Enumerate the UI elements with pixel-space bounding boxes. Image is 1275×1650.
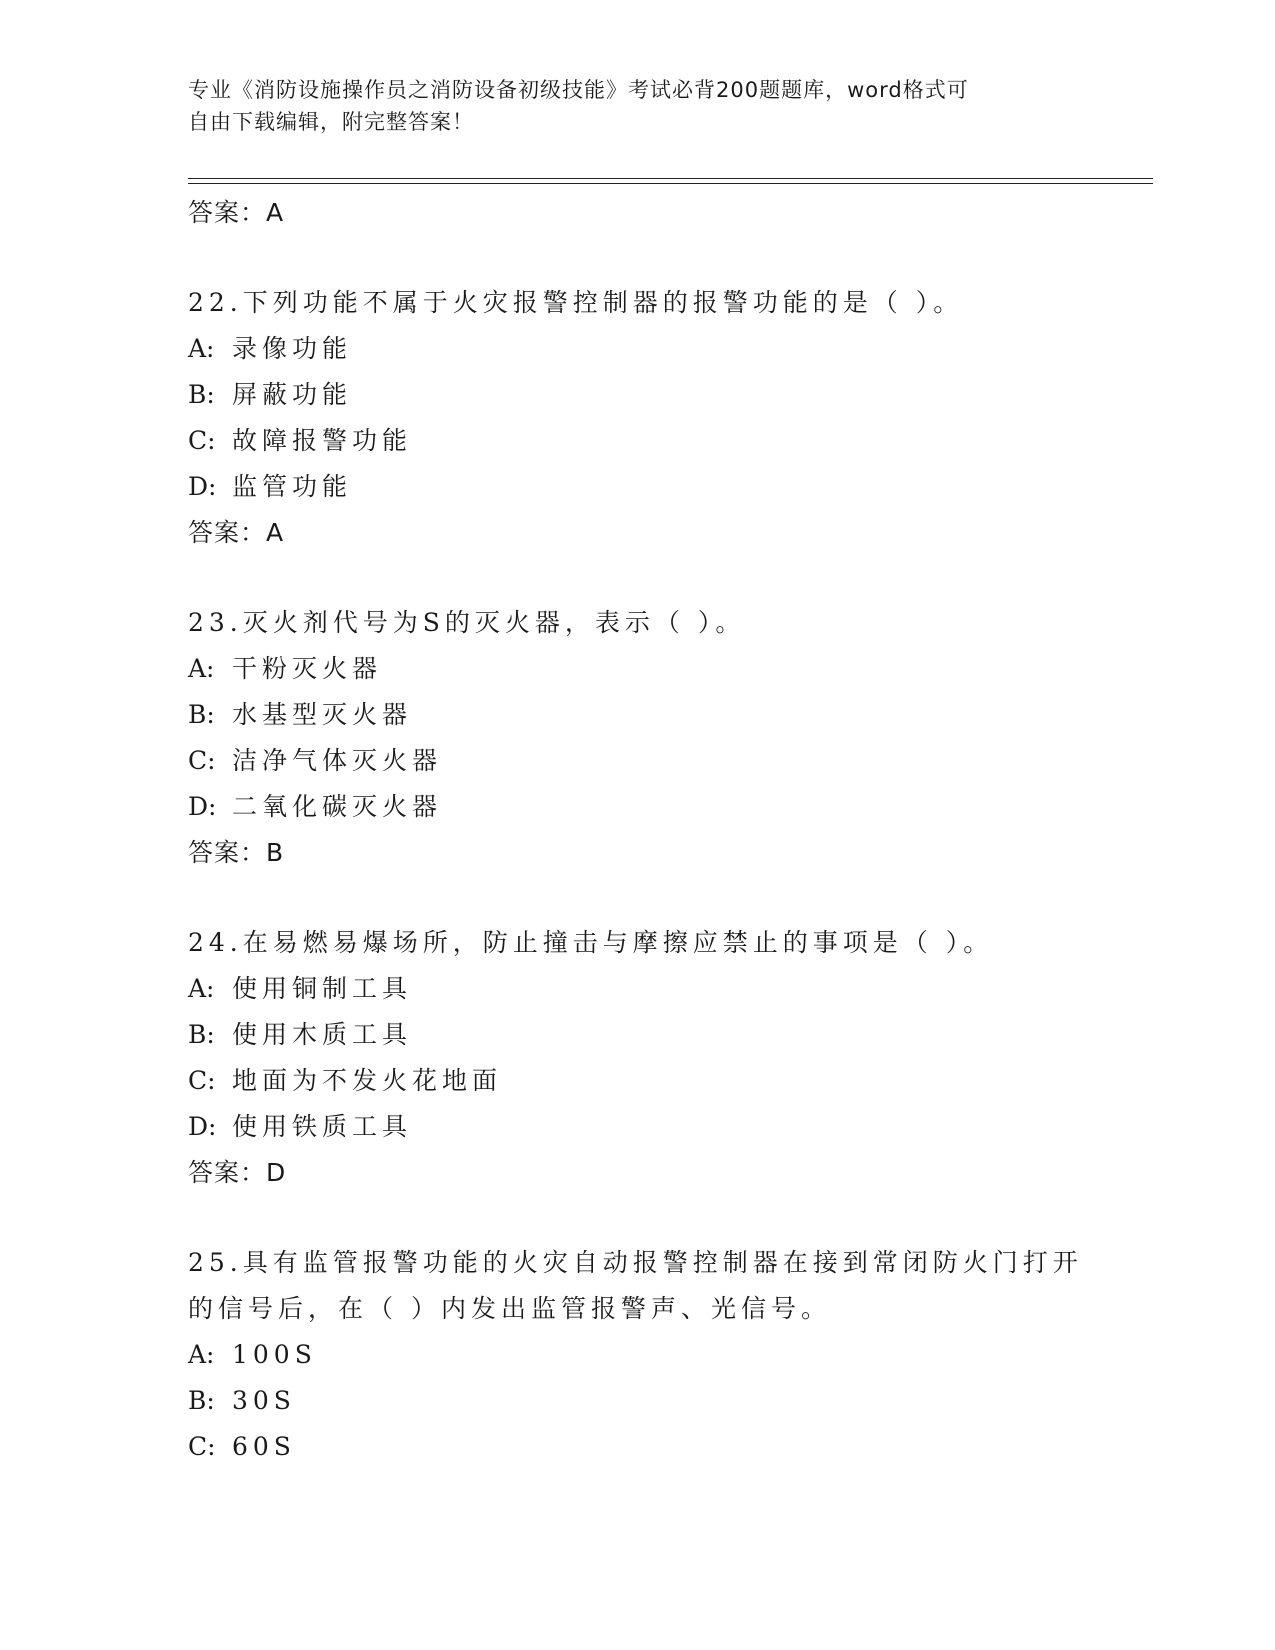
option-letter: B: <box>188 1020 215 1049</box>
option-letter: D: <box>188 472 217 501</box>
option-text: 使用铁质工具 <box>232 1112 413 1141</box>
option-c <box>188 1058 1153 1104</box>
previous-answer: 答案：A <box>188 198 285 227</box>
option-text: 录像功能 <box>232 334 353 363</box>
option-letter: A: <box>188 334 215 363</box>
question-list <box>188 190 1153 1470</box>
option-letter: A: <box>188 654 215 683</box>
option-c <box>188 738 1153 784</box>
header-title-line-1: 专业《消防设施操作员之消防设备初级技能》考试必背200题题库，word格式可 <box>188 78 969 102</box>
option-letter: C: <box>188 1432 216 1461</box>
question-text: 23.灭火剂代号为S的灭火器，表示（ ）。 <box>188 608 746 637</box>
option-text: 干粉灭火器 <box>232 654 383 683</box>
option-text: 二氧化碳灭火器 <box>232 792 443 821</box>
option-letter: B: <box>188 700 215 729</box>
option-c <box>188 1424 1153 1470</box>
option-text: 故障报警功能 <box>232 426 413 455</box>
option-letter: B: <box>188 380 215 409</box>
option-d <box>188 464 1153 510</box>
option-b <box>188 692 1153 738</box>
answer: 答案：D <box>188 1158 287 1187</box>
option-letter: A: <box>188 1340 215 1369</box>
option-text: 地面为不发火花地面 <box>232 1066 503 1095</box>
option-text: 60S <box>232 1432 296 1461</box>
option-text: 水基型灭火器 <box>232 700 413 729</box>
question-24 <box>188 920 1153 1196</box>
question-23 <box>188 600 1153 876</box>
option-letter: C: <box>188 426 216 455</box>
option-letter: C: <box>188 746 216 775</box>
option-b <box>188 372 1153 418</box>
option-a <box>188 1332 1153 1378</box>
question-text: 24.在易燃易爆场所，防止撞击与摩擦应禁止的事项是（ ）。 <box>188 928 994 957</box>
option-text: 使用木质工具 <box>232 1020 413 1049</box>
option-letter: A: <box>188 974 215 1003</box>
answer: 答案：A <box>188 518 285 547</box>
header-rule-bottom <box>188 183 1153 184</box>
question-25 <box>188 1240 1153 1470</box>
option-text: 洁净气体灭火器 <box>232 746 443 775</box>
option-a <box>188 326 1153 372</box>
answer: 答案：B <box>188 838 285 867</box>
header-title-line-2: 自由下载编辑，附完整答案！ <box>188 110 474 134</box>
option-text: 使用铜制工具 <box>232 974 413 1003</box>
header-rule-top <box>188 178 1153 179</box>
option-text: 监管功能 <box>232 472 353 501</box>
option-letter: B: <box>188 1386 215 1415</box>
question-22 <box>188 280 1153 556</box>
option-a <box>188 646 1153 692</box>
option-letter: D: <box>188 792 217 821</box>
option-letter: D: <box>188 1112 217 1141</box>
option-c <box>188 418 1153 464</box>
option-b <box>188 1378 1153 1424</box>
option-b <box>188 1012 1153 1058</box>
option-text: 屏蔽功能 <box>232 380 353 409</box>
option-d <box>188 784 1153 830</box>
option-letter: C: <box>188 1066 216 1095</box>
option-text: 100S <box>232 1340 317 1369</box>
question-text: 25.具有监管报警功能的火灾自动报警控制器在接到常闭防火门打开的信号后，在（ ）内发出监管报警声、光信号。 <box>188 1248 1083 1323</box>
option-a <box>188 966 1153 1012</box>
document-header <box>188 74 1068 138</box>
option-d <box>188 1104 1153 1150</box>
option-text: 30S <box>232 1386 296 1415</box>
question-text: 22.下列功能不属于火灾报警控制器的报警功能的是（ ）。 <box>188 288 964 317</box>
